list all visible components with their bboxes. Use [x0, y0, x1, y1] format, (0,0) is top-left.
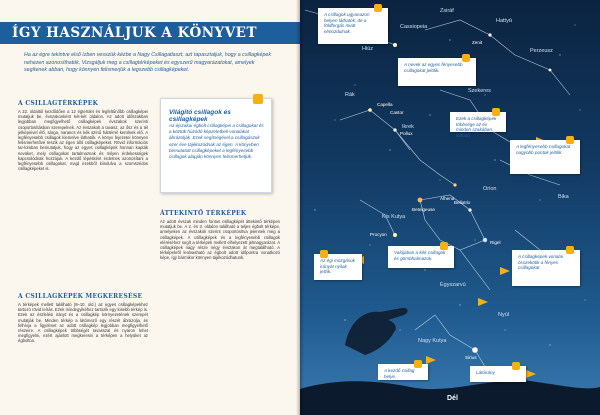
star-label-sirius: Sirius [465, 355, 477, 360]
section-body-maps: A 22. oldaltól kezdődően a 12 égterület és legfeltűnőbb csillagképei mutatjuk be, évszakonként két-két oldalon. Az adott időszakban legjobban megfigyelhető csillagképek évszakok szerinti csoportosításban szerepelnek. Az évszakok a tavasz, az ősz és a tél jelképeivel élő, sárga, narancs és kék színű háttérrel kerülnek elő. A legfényesebb csillagok kiemelve láthatók. A könyv fejezetei könnyen felismerhetővé teszik az égen álló csillagképeket. Rövid információs tar-lomban bemutatjuk, hogy az egyes csillagképek honnan kapták nevüket, mely csillagokat tartalmaznak és milyen érdekességek kapcsolódnak hozzájuk. A kezdő lépésként érdemes azonosítani a legfényesebb csillagokat, majd ezekből kiindulva a szomszédos csillagképeket is. [18, 109, 148, 172]
star-label-pollux: Pollux [400, 131, 413, 136]
info-card-title: Világító csillagok és csillagképek [169, 109, 231, 123]
star-label-aldebaran: Aldebaran [530, 156, 551, 161]
star-label-capella: Capella [377, 102, 393, 107]
constellation-label: Perzeusz [530, 48, 553, 54]
constellation-label: Ikrek [402, 124, 414, 130]
section-body-finding: A térképek mellett található (8–10. old.) az egyes csillagképekhez tartozó rövid leírás. Ezek mindegyikéhez tartozik egy kisebb térkép is. Ezek az észlelési irányt és a csillagkép környezetének szerepét mutatják be. Minden térkép a látómező egy részét ábrázolja, és felhívja a figyelmet az adott csillagkép legjobban megfigyelhető részeire. A csillagképek többségét tavasszal és nyáron lehet megfigyelni, ezért ajánlott megkeresni a térképen a helyüket az égbolton. [18, 302, 148, 344]
callout-start-star: A kezdő csillag helye. [378, 364, 428, 380]
constellation-label: Kis Kutya [382, 214, 406, 220]
pin-icon [374, 4, 382, 12]
title-banner [0, 22, 300, 44]
constellation-label: Cassiopeia [400, 24, 428, 30]
callout-seasons: Ezek a csillagképek többsége az év minden szakában látható. [450, 112, 506, 132]
section-body-overview: Az adott évszak minden fontos csillagképét áttekintő térképen mutatjuk be. A 2. és 3. oldalon található a teljes égbolt térképe, amelyeken az évszakok szerint csoportosítva jelennek meg a csillagképek. A csillagképek és a legfényesebb csillagok eléréséhez segít a térképek mellett elhelyezett jelmagyarázat. A csillagképek nagy része négy évszakon át megtalálható. A térképekről leolvasható az égbolt adott időpontra vonatkozó képe, így bármikor könnyen tájékozódhatunk. [160, 219, 280, 261]
section-title-maps: A CSILLAGTÉRKÉPEK [18, 100, 99, 107]
constellation-label: Hiúz [362, 46, 374, 52]
pin-icon [414, 360, 422, 368]
constellation-label: Zsiráf [440, 8, 454, 14]
hand-silhouette [340, 290, 415, 365]
callout-star-names: A nevek az egyes fényesebb csillagokat jelölik. [398, 58, 476, 86]
constellation-label: Orion [483, 186, 497, 192]
zenith-label: Zenit [472, 40, 483, 45]
constellation-label: Hattyú [496, 18, 512, 24]
intro-text: Ha az égre tekintve első ízben vesszük kézbe a Nagy Csillagatlaszt, azt tapasztaljuk, hogy a csillagképek nehezen azonosíthatók. Vizsgáljuk meg a csillagtérképeket és egyszerű magyarázatokat, amelyek segítenek abban, hogy könnyen felismerjük a legszebb csillagképeket. [24, 52, 272, 74]
constellation-label: Egyszarvú [440, 282, 466, 288]
cardinal-south: Dél [447, 395, 458, 402]
callout-sightline: Látóirány [470, 366, 526, 382]
horizon-hill [300, 367, 600, 415]
section-title-overview: ÁTTEKINTŐ TÉRKÉPEK [160, 210, 247, 217]
pin-icon [512, 362, 520, 370]
constellation-label: Nyúl [498, 312, 510, 318]
info-card [160, 98, 272, 193]
star-label-betelgeuse: Betelgeuse [412, 207, 435, 212]
info-card-body: Az éjszakai égbolt csillagképei a csillagokat és a köztük húzódó képzeletbeli vonalakat ábrázolják. Ezek segítségével a csillagászok ezer éve tájékozódnak az égen. A könyvben bemutatott csillagképeket a legfényesebb csillagok alapján könnyen felismerhetjük. [169, 123, 264, 160]
pin-icon [566, 136, 574, 144]
book-gutter [296, 0, 304, 415]
pin-icon [320, 250, 328, 258]
star-label-rigel: Rigel [490, 240, 501, 245]
section-title-finding: A CSILLAGKÉPEK MEGKERESÉSE [18, 293, 143, 300]
star-label-alhena: Alhena [440, 196, 455, 201]
page-title: ÍGY HASZNÁLJUK A KÖNYVET [12, 25, 258, 41]
star-label-procyon: Procyon [370, 232, 387, 237]
pin-icon [492, 108, 500, 116]
callout-movement: Az égi mozgások irányát nyilak jelzik. [314, 254, 362, 280]
pin-icon [253, 94, 263, 104]
star-label-castor: Castor [390, 110, 404, 115]
star-label-bellatrix: Bellatrix [454, 200, 471, 205]
callout-bright-stars: A legfényesebb csillagokat nagyobb pontok jelölik. [510, 140, 580, 174]
constellation-label: Nagy Kutya [418, 338, 447, 344]
pin-icon [440, 242, 448, 250]
callout-lines: A csillagképek vonalai összekötik a fényes csillagokat. [512, 250, 580, 286]
constellation-label: Rák [345, 92, 355, 98]
pin-icon [566, 246, 574, 254]
constellation-label: Szekeres [468, 88, 491, 94]
right-page-star-chart [300, 0, 600, 415]
pin-icon [462, 54, 470, 62]
callout-rotation: A csillagok ugyanazon helyen láthatók, de a földforgás miatt elmozdulnak. [318, 8, 388, 44]
constellation-label: Bika [558, 194, 569, 200]
callout-clusters: Valójában a kék csillagok és gömbhalmazok. [388, 246, 454, 268]
